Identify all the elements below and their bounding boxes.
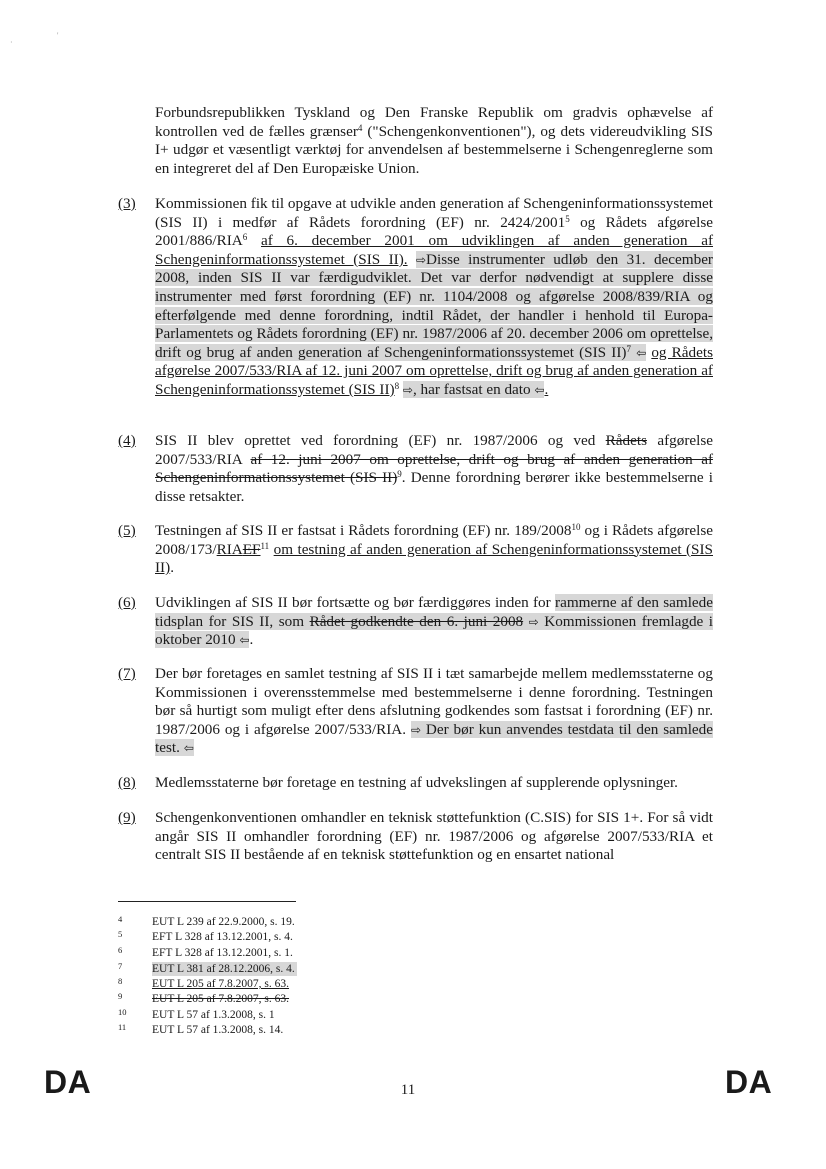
insert-start-arrow-icon: ⇨ [410, 722, 421, 737]
recital-text: Udviklingen af SIS II bør fortsætte og bør færdiggøres inden for rammerne af den samlede tidsplan for SIS II, som Rådet godkendte den 6. juni 2008 ⇨ Kommissionen fremlagde i oktober 2010 ⇦. [155, 594, 714, 649]
amendment-highlight: ⇨Disse instrumenter udløb den 31. december 2008, inden SIS II var færdigudviklet. Det var derfor nødvendigt at supplere disse instrumenter med først forordning (EF) nr. 1104/2008 og afgørelse 2008/839/RIA og efterfølgende med denne forordning, indtil Rådet, der handler i henhold til Europa-Parlamentets og Rådets forordning (EF) nr. 1987/2006 af 20. december 2006 om oprettelse, drift og brug af anden generation af Schengeninformationssystemet (SIS II)$^7$ ⇦ [155, 250, 713, 361]
insert-end-arrow-icon: ⇦ [534, 382, 545, 397]
recital-6 [118, 594, 713, 650]
insert-start-arrow-icon: ⇨ [402, 382, 413, 397]
recital-number: (5) [118, 522, 136, 539]
footnote-separator [118, 901, 296, 902]
amendment-underlined: af 6. december 2001 om udviklingen af anden generation af Schengeninformationssystemet (SIS II). [155, 232, 714, 268]
footnote-ref-4: 4 [357, 122, 363, 133]
scan-mark-right: ' [57, 31, 59, 40]
footnote-highlighted: 7 EUT L 381 af 28.12.2006, s. 4. [118, 961, 295, 975]
recital-text: Der bør foretages en samlet testning af SIS II i tæt samarbejde mellem medlemsstaterne og Kommissionen i overensstemmelse med bestemmelserne i denne forordning. Testningen bør så hurtigt som muligt efter dens afslutning godkendes som fastsat i forordning (EF) nr. 1987/2006 og i afgørelse 2007/533/RIA. ⇨ Der bør kun anvendes testdata til den samlede test. ⇦ [155, 665, 713, 757]
recital-number: (8) [118, 774, 136, 791]
recital-text: Medlemsstaterne bør foretage en testning af udvekslingen af supplerende oplysninger. [155, 774, 678, 791]
footnote-ref-8: 8 [394, 380, 400, 391]
recital-7 [118, 665, 713, 758]
insert-end-arrow-icon: ⇦ [239, 633, 250, 648]
recital-number: (9) [118, 809, 136, 826]
intro-text: Forbundsrepublikken Tyskland og Den Franske Republik om gradvis ophævelse af kontrollen ved de fælles grænser [155, 104, 713, 140]
insert-start-arrow-icon: ⇨ [528, 614, 539, 629]
deleted-text: Rådets [605, 432, 647, 449]
footnote: 4 EUT L 239 af 22.9.2000, s. 19. [118, 914, 295, 928]
insert-start-arrow-icon: ⇨ [415, 252, 427, 267]
page-number: 11 [400, 1082, 416, 1098]
intro-text-rest: ("Schengenkonventionen"), og dets videreudvikling SIS I+ udgør et væsentligt værktøj for anvendelsen af bestemmelserne i Schengenreglerne som en integreret del af Den Europæiske Union. [155, 122, 713, 177]
amendment-highlight: rammerne af den samlede tidsplan for SIS II, som Rådet godkendte den 6. juni 2008 ⇨ Kommissionen fremlagde i oktober 2010 ⇦ [155, 594, 714, 649]
insert-end-arrow-icon: ⇦ [636, 345, 647, 360]
intro-paragraph [155, 104, 713, 178]
footnote-ref-5: 5 [565, 213, 570, 224]
footnote-deleted: 9 EUT L 205 af 7.8.2007, s. 63. [118, 991, 290, 1005]
footnote-ref-9: 9 [397, 469, 402, 480]
amendment-highlight: ⇨ Der bør kun anvendes testdata til den samlede test. ⇦ [155, 720, 713, 757]
footnote-ref-7: 7 [626, 343, 631, 354]
footnote: 8 EUT L 205 af 7.8.2007, s. 63. [118, 976, 290, 990]
recital-text: SIS II blev oprettet ved forordning (EF) nr. 1987/2006 og ved Rådets afgørelse 2007/533/RIA af 12. juni 2007 om oprettelse, drift og brug af anden generation af Schengeninformationssystemet (SIS II)$^9$. Denne forordning berører ikke bestemmelserne i disse retsakter. [155, 432, 713, 505]
recital-5 [118, 522, 713, 578]
recital-3 [118, 195, 713, 400]
language-code-left: DA [44, 1064, 92, 1100]
footnote-ref-10: 10 [571, 522, 581, 532]
recital-number: (7) [118, 665, 136, 682]
recital-9 [118, 809, 713, 865]
amendment-underlined: om testning af anden generation af Schengeninformationssystemet (SIS II) [155, 540, 713, 577]
language-code-right: DA [725, 1064, 773, 1100]
recital-text: Schengenkonventionen omhandler en teknisk støttefunktion (C.SIS) for SIS 1+. For så vidt angår SIS II omhandler forordning (EF) nr. 1987/2006 og afgørelse 2007/533/RIA et centralt SIS II bestående af en teknisk støttefunktion og en ensartet national [155, 809, 713, 864]
amendment-underlined: og Rådets afgørelse 2007/533/RIA af 12. juni 2007 om oprettelse, drift og brug af anden generation af Schengeninformationssystemet (SIS II) [155, 343, 713, 398]
recital-number: (6) [118, 594, 136, 611]
recital-text: Testningen af SIS II er fastsat i Rådets forordning (EF) nr. 189/2008$^{10}$ og i Rådets afgørelse 2008/173/RIAEF$^{11}$ om testning af anden generation af Schengeninformationssystemet (SIS II). [155, 522, 713, 577]
insert-end-arrow-icon: ⇦ [183, 741, 194, 756]
deleted-text: EF [242, 540, 261, 558]
footnote: 5 EFT L 328 af 13.12.2001, s. 4. [118, 929, 293, 943]
footnote-ref-11: 11 [260, 540, 270, 551]
deleted-text: af 12. juni 2007 om oprettelse, drift og brug af anden generation af Schengeninformationssystemet (SIS II) [155, 450, 713, 487]
footnote: 11 EUT L 57 af 1.3.2008, s. 14. [118, 1022, 284, 1036]
recital-text: Kommissionen fik til opgave at udvikle anden generation af Schengeninformationssystemet (SIS II) i medfør af Rådets forordning (EF) nr. 2424/2001$^5$ og Rådets afgørelse 2001/886/RIA$^6$ af 6. december 2001 om udviklingen af anden generation af Schengeninformationssystemet (SIS II). ⇨Disse instrumenter udløb den 31. december 2008, inden SIS II var færdigudviklet. Det var derfor nødvendigt at supplere disse instrumenter med først forordning (EF) nr. 1104/2008 og afgørelse 2008/839/RIA og efterfølgende med denne forordning, indtil Rådet, der handler i henhold til Europa-Parlamentets og Rådets forordning (EF) nr. 1987/2006 af 20. december 2006 om oprettelse, drift og brug af anden generation af Schengeninformationssystemet (SIS II)$^7$ ⇦ og Rådets afgørelse 2007/533/RIA af 12. juni 2007 om oprettelse, drift og brug af anden generation af Schengeninformationssystemet (SIS II)$^8$ ⇨, har fastsat en dato ⇦. [155, 195, 714, 398]
scan-mark-left: · [10, 38, 13, 47]
recital-8 [118, 774, 713, 793]
deleted-text: Rådet godkendte den 6. juni 2008 [309, 612, 524, 630]
footnote: 10 EUT L 57 af 1.3.2008, s. 1 [118, 1007, 275, 1021]
amendment-highlight: ⇨, har fastsat en dato ⇦ [402, 380, 545, 398]
recital-4 [118, 432, 713, 506]
footnote-ref-6: 6 [242, 232, 248, 243]
footnote: 6 EFT L 328 af 13.12.2001, s. 1. [118, 945, 293, 959]
recital-number: (4) [118, 432, 136, 449]
recital-number: (3) [118, 195, 136, 212]
